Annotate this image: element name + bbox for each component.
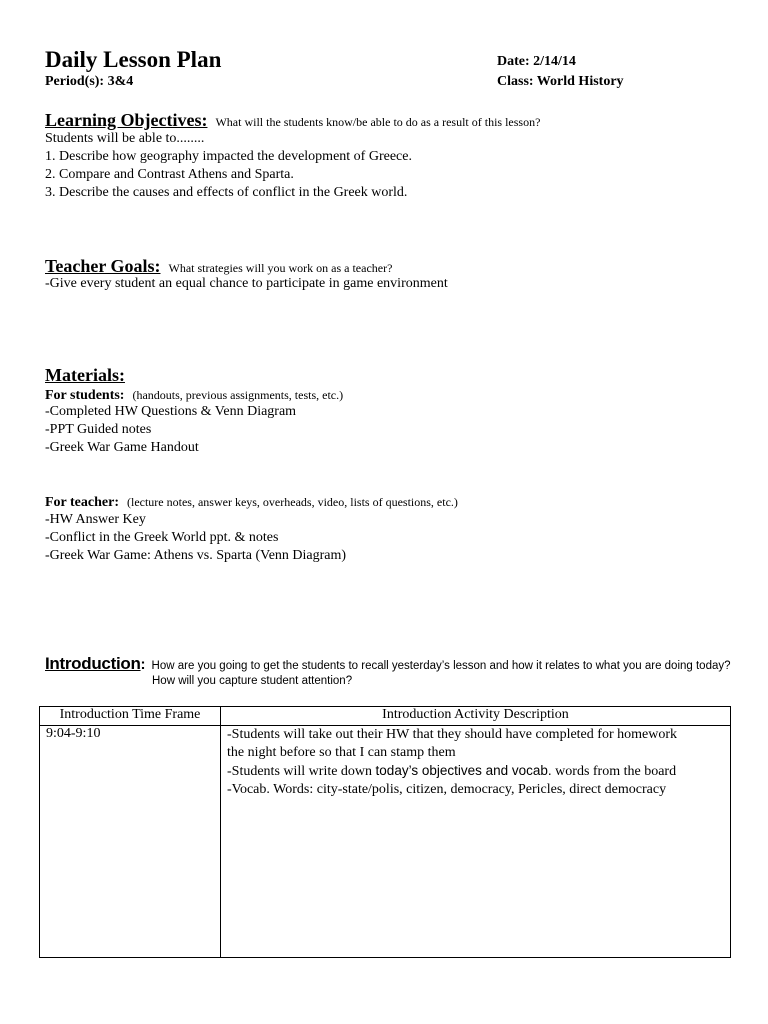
teacher-goals-heading: Teacher Goals: (45, 256, 161, 276)
materials-students-prompt: (handouts, previous assignments, tests, etc.) (132, 388, 344, 402)
class-label: Class: World History (497, 74, 624, 89)
period-label: Period(s): 3&4 (45, 74, 134, 89)
learning-objectives-prompt: What will the students know/be able to do as a result of this lesson? (215, 115, 541, 129)
teacher-goals-header (45, 256, 392, 277)
materials-students-list (45, 403, 296, 457)
introduction-prompt-line2: How will you capture student attention? (152, 675, 353, 687)
materials-teacher-header (45, 493, 458, 511)
page-title: Daily Lesson Plan (45, 47, 222, 72)
description-line-part: words from the board (551, 764, 677, 779)
description-line-part: -Students will write down (227, 764, 376, 779)
learning-objectives-header (45, 110, 540, 131)
teacher-goals-list (45, 275, 448, 293)
date-label: Date: 2/14/14 (497, 54, 576, 69)
list-item: -Conflict in the Greek World ppt. & notes (45, 530, 279, 545)
objective-line: Students will be able to........ (45, 131, 205, 146)
materials-teacher-label: For teacher: (45, 495, 119, 510)
introduction-heading: Introduction (45, 654, 141, 673)
materials-teacher-prompt: (lecture notes, answer keys, overheads, video, lists of questions, etc.) (126, 495, 458, 509)
list-item: -Greek War Game: Athens vs. Sparta (Venn Diagram) (45, 548, 347, 563)
table-header-time-frame: Introduction Time Frame (40, 707, 221, 726)
objective-line: 2. Compare and Contrast Athens and Sparta. (45, 167, 294, 182)
introduction-table (39, 706, 731, 958)
materials-students-label: For students: (45, 388, 125, 403)
list-item: -PPT Guided notes (45, 422, 152, 437)
objective-line: 3. Describe the causes and effects of conflict in the Greek world. (45, 185, 408, 200)
learning-objectives-list (45, 130, 412, 202)
description-line: the night before so that I can stamp them (227, 745, 456, 760)
table-header-row (40, 707, 731, 726)
description-line-part: today’s objectives and vocab. (375, 763, 552, 778)
teacher-goals-prompt: What strategies will you work on as a teacher? (168, 261, 393, 275)
description-line: -Vocab. Words: city-state/polis, citizen, democracy, Pericles, direct democracy (227, 782, 667, 797)
introduction-header (45, 654, 731, 674)
description-line (227, 762, 724, 781)
activity-description-cell (221, 726, 731, 958)
list-item: -HW Answer Key (45, 512, 146, 527)
materials-heading: Materials: (45, 365, 125, 385)
teacher-goal-line: -Give every student an equal chance to participate in game environment (45, 276, 448, 291)
list-item: -Greek War Game Handout (45, 440, 199, 455)
description-line: -Students will take out their HW that they should have completed for homework (227, 727, 677, 742)
list-item: -Completed HW Questions & Venn Diagram (45, 404, 297, 419)
time-frame-cell: 9:04-9:10 (40, 726, 221, 958)
table-header-activity-description: Introduction Activity Description (221, 707, 731, 726)
introduction-prompt-line1: How are you going to get the students to recall yesterday’s lesson and how it relates to what you are doing today? (151, 660, 731, 672)
learning-objectives-heading: Learning Objectives: (45, 110, 208, 130)
table-row (40, 726, 731, 958)
materials-students-header (45, 386, 343, 404)
objective-line: 1. Describe how geography impacted the development of Greece. (45, 149, 412, 164)
materials-teacher-list (45, 511, 346, 565)
introduction-colon: : (140, 656, 146, 673)
